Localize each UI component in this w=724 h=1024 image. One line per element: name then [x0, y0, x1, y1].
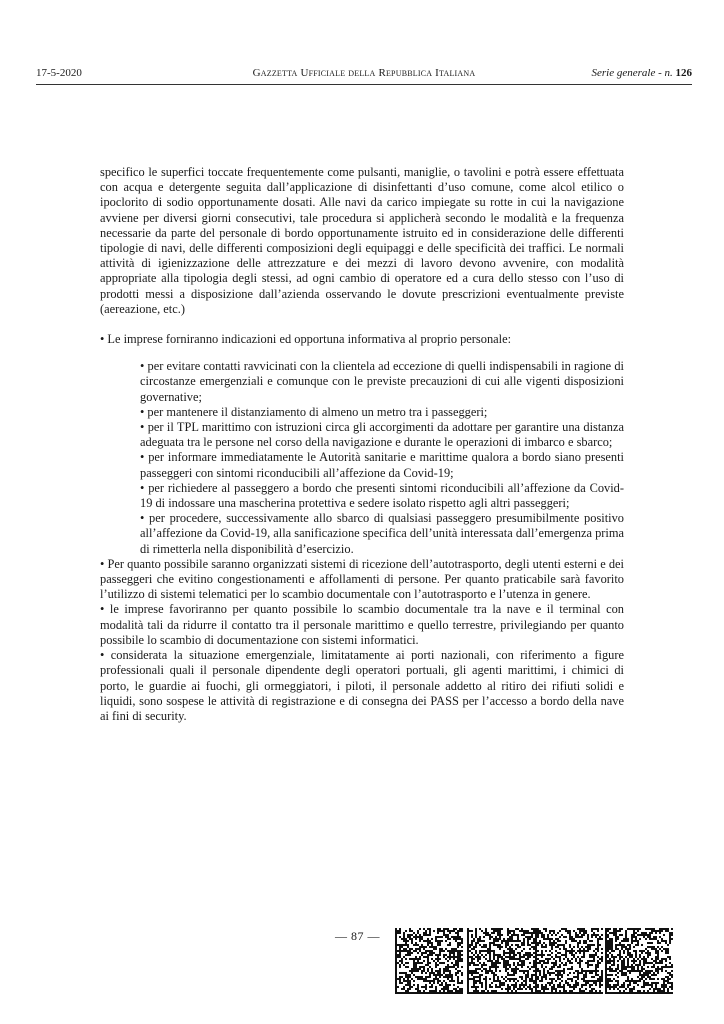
paragraph-pass-suspension: • considerata la situazione emergenziale, limitatamente ai porti nazionali, con riferimento a figure professionali quali il personale dipendente degli operatori portuali, gli agenti marittimi, i chimici di porto, le guardie ai fuochi, gli ormeggiatori, i piloti, il personale addetto al ritiro dei rifiuti solidi e liquidi, sono sospese le attività di registrazione e di consegna dei PASS per l’accesso a bordo della nave ai fini di security. [100, 648, 624, 723]
sub-item: • per informare immediatamente le Autorità sanitarie e marittime qualora a bordo siano presenti passeggeri con sintomi riconducibili all’affezione da Covid-19; [140, 450, 624, 480]
barcode-pattern [467, 928, 535, 994]
paragraph-sanitization: specifico le superfici toccate frequentemente come pulsanti, maniglie, o tavolini e potrà essere effettuata con acqua e detergente seguita dall’applicazione di disinfettanti d’uso comune, come alcol etilico o ipoclorito di sodio opportunamente dosati. Alle navi da carico impiegate su rotte in cui la navigazione avviene per diversi giorni consecutivi, tale procedura si applicherà secondo le modalità e la frequenza necessarie da parte del personale di bordo opportunamente istruito ed in considerazione delle differenti tipologie di navi, delle differenti composizioni degli equipaggi e delle specificità dei traffici. Le normali attività di igienizzazione delle attrezzature e dei mezzi di lavoro devono avvenire, con modalità appropriate alla tipologia degli stessi, ad ogni cambio di operatore ed a cura dello stesso con l’uso di prodotti messi a disposizione dall’azienda osservando le dovute prescrizioni eventualmente previste (aereazione, etc.) [100, 165, 624, 316]
page-header [36, 67, 692, 87]
series-prefix: Serie generale - n. [591, 67, 673, 79]
paragraph-staff-info: • Le imprese forniranno indicazioni ed opportuna informativa al proprio personale: [100, 332, 512, 347]
sub-item: • per evitare contatti ravvicinati con la clientela ad eccezione di quelli indispensabili in ragione di circostanze emergenziali e comunque con le previste precauzioni di cui alle vigenti disposizioni governative; [140, 359, 624, 404]
datamatrix-barcode [395, 928, 695, 994]
gazette-title: Gazzetta Ufficiale della Repubblica Italiana [252, 67, 476, 79]
series-number: 126 [675, 67, 692, 79]
barcode-pattern [535, 928, 603, 994]
sub-item: • per il TPL marittimo con istruzioni circa gli accorgimenti da adottare per garantire una distanza adeguata tra le persone nel corso della navigazione e durante le operazioni di imbarco e sbarco; [140, 420, 624, 450]
paragraph-document-exchange: • le imprese favoriranno per quanto possibile lo scambio documentale tra la nave e il terminal con modalità tali da ridurre il contatto tra il personale marittimo e quello terrestre, privilegiando per quanto possibile lo scambio di documentazione con sistemi informatici. [100, 602, 624, 647]
publication-date: 17-5-2020 [36, 67, 82, 79]
barcode-pattern [395, 928, 463, 994]
barcode-block [395, 928, 463, 994]
barcode-pattern [605, 928, 673, 994]
series-info [592, 67, 693, 79]
barcode-block [535, 928, 603, 994]
page-number: — 87 — [335, 929, 380, 943]
barcode-block [467, 928, 535, 994]
barcode-block [605, 928, 673, 994]
header-rule [36, 84, 692, 85]
document-body [100, 165, 624, 724]
paragraph-gap [100, 317, 624, 332]
sub-item: • per mantenere il distanziamento di almeno un metro tra i passeggeri; [140, 404, 488, 419]
paragraph-reception-systems: • Per quanto possibile saranno organizzati sistemi di ricezione dell’autotrasporto, degli utenti esterni e dei passeggeri che evitino congestionamenti e affollamenti di persone. Per quanto praticabile sarà favorito l’utilizzo di sistemi telematici per lo scambio documentale con l’autotrasporto e l’utenza in genere. [100, 556, 624, 602]
sub-item: • per richiedere al passeggero a bordo che presenti sintomi riconducibili all’affezione da Covid-19 di indossare una mascherina protettiva e sedere isolato rispetto agli altri passeggeri; [140, 480, 624, 511]
sub-item: • per procedere, successivamente allo sbarco di qualsiasi passeggero presumibilmente positivo all’affezione da Covid-19, alla sanificazione specifica dell’unità interessata dall’emergenza prima di rimetterla nella disponibilità d’esercizio. [140, 511, 624, 556]
